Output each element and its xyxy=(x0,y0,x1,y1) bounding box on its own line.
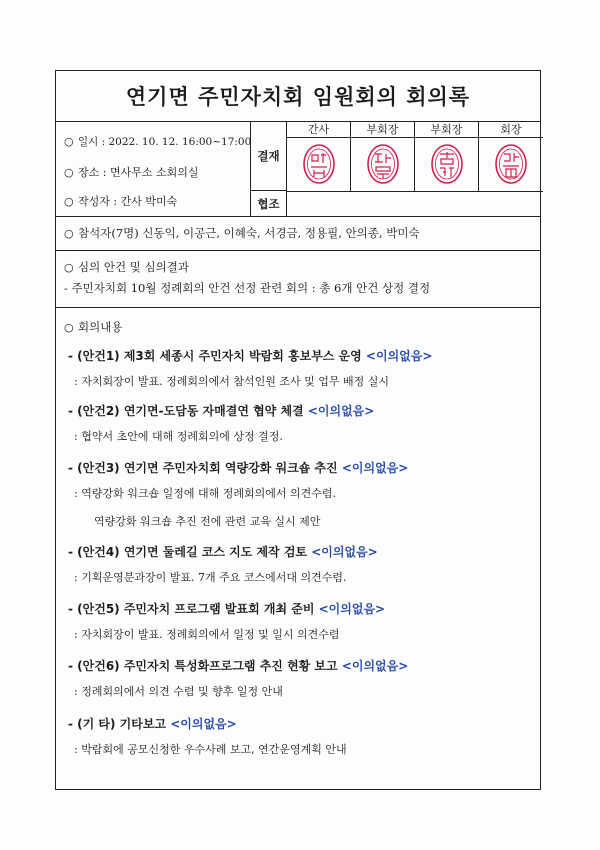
attendees-text: 참석자(7명) 신동익, 이공근, 이혜숙, 서경금, 정용필, 안의종, 박미숙 xyxy=(78,226,420,240)
seal-stamp-icon xyxy=(430,143,464,185)
approval-role: 회장 xyxy=(500,123,522,136)
approval-role-row xyxy=(287,121,543,138)
approval-role: 간사 xyxy=(287,121,351,137)
agenda-item-status: <이의없음> xyxy=(318,602,386,616)
document-title: 연기면 주민자치회 임원회의 회의록 xyxy=(56,71,540,122)
bullet-icon: ○ xyxy=(64,135,74,148)
agenda-item-title xyxy=(68,543,378,560)
agenda-item-desc: : 기획운영분과장이 발표. 7개 주요 코스에서대 의견수렴. xyxy=(74,571,347,584)
meeting-place: 장소 : 면사무소 소회의실 xyxy=(78,166,199,179)
agenda-item-title xyxy=(68,402,374,419)
agenda-item-status: <이의없음> xyxy=(307,404,375,418)
bullet-icon: ○ xyxy=(64,321,74,334)
approval-stamp-row xyxy=(287,137,543,192)
agenda-item-title-text: - (안건4) 연기면 둘레길 코스 지도 제작 검토 xyxy=(68,545,308,559)
content-heading: 회의내용 xyxy=(78,320,123,334)
meeting-info-block xyxy=(56,121,540,217)
agenda-item-title-text: - (안건2) 연기면-도담동 자매결연 협약 체결 xyxy=(68,404,304,418)
approval-stamp-cell xyxy=(351,137,415,191)
agenda-item-status: <이의없음> xyxy=(341,461,409,475)
agenda-heading: 심의 안건 및 심의결과 xyxy=(78,260,189,274)
agenda-item-desc: : 자치회장이 발표. 정례회의에서 참석인원 조사 및 업무 배정 실시 xyxy=(74,375,389,388)
agenda-item-status: <이의없음> xyxy=(365,349,433,363)
approval-role: 부회장 xyxy=(415,121,479,137)
agenda-section xyxy=(56,251,540,308)
agenda-item-title-text: - (안건3) 연기면 주민자치회 역량강화 워크숍 추진 xyxy=(68,461,338,475)
minutes-document xyxy=(55,70,541,790)
agenda-item-title-text: - (기 타) 기타보고 xyxy=(68,717,167,731)
seal-stamp-icon xyxy=(494,143,528,185)
agenda-item-status: <이의없음> xyxy=(341,659,409,673)
agenda-item-status: <이의없음> xyxy=(311,545,378,559)
cooperation-label: 협조 xyxy=(251,191,287,216)
agenda-item-desc: : 역량강화 워크숍 일정에 대해 정례회의에서 의견수렴. xyxy=(74,487,336,500)
agenda-result: - 주민자치회 10월 정례회의 안건 선정 관련 회의 : 총 6개 안건 상정 결정 xyxy=(64,281,431,295)
agenda-item-title xyxy=(68,459,408,476)
agenda-item-title xyxy=(68,657,408,674)
meeting-info xyxy=(56,121,250,216)
bullet-icon: ○ xyxy=(64,166,74,179)
agenda-item-desc: : 자치회장이 발표. 정례회의에서 일정 및 일시 의견수렴 xyxy=(74,628,340,641)
agenda-item-title xyxy=(68,347,432,364)
approval-grid xyxy=(250,121,543,216)
agenda-item-title-text: - (안건1) 제3회 세종시 주민자치 박람회 홍보부스 운영 xyxy=(68,349,362,363)
agenda-item-status: <이의없음> xyxy=(170,717,237,731)
meeting-writer: 작성자 : 간사 박미숙 xyxy=(78,195,178,208)
agenda-heading-line xyxy=(64,259,189,275)
attendees-line xyxy=(56,216,540,251)
approval-stamp-cell xyxy=(287,137,351,191)
seal-stamp-icon xyxy=(366,143,400,185)
seal-stamp-icon xyxy=(302,143,336,185)
agenda-item-title-text: - (안건5) 주민자치 프로그램 발표회 개최 준비 xyxy=(68,602,315,616)
agenda-item-title xyxy=(68,715,237,732)
approval-role: 부회장 xyxy=(351,121,415,137)
agenda-item-desc-continued: 역량강화 워크숍 추진 전에 관련 교육 실시 제안 xyxy=(94,515,321,528)
approval-stamp-cell xyxy=(415,137,479,191)
meeting-writer-line xyxy=(64,193,177,209)
meeting-datetime-line xyxy=(64,134,251,149)
meeting-content-section xyxy=(56,307,540,789)
meeting-datetime: 일시 : 2022. 10. 12. 16:00~17:00 xyxy=(78,136,252,148)
bullet-icon: ○ xyxy=(64,226,74,240)
agenda-item-title xyxy=(68,600,385,617)
bullet-icon: ○ xyxy=(64,261,74,274)
approval-label: 결재 xyxy=(251,121,287,191)
bullet-icon: ○ xyxy=(64,195,74,208)
agenda-item-desc: : 정례회의에서 의견 수렴 및 향후 일정 안내 xyxy=(74,685,283,698)
agenda-item-desc: : 협약서 초안에 대해 정례회의에 상정 결정. xyxy=(74,430,283,443)
approval-stamp-cell xyxy=(479,137,543,191)
meeting-place-line xyxy=(64,164,198,180)
agenda-item-desc: : 박람회에 공모신청한 우수사례 보고, 연간운영계획 안내 xyxy=(74,743,347,756)
content-heading-line xyxy=(64,319,122,335)
agenda-item-title-text: - (안건6) 주민자치 특성화프로그램 추진 현황 보고 xyxy=(68,659,338,673)
